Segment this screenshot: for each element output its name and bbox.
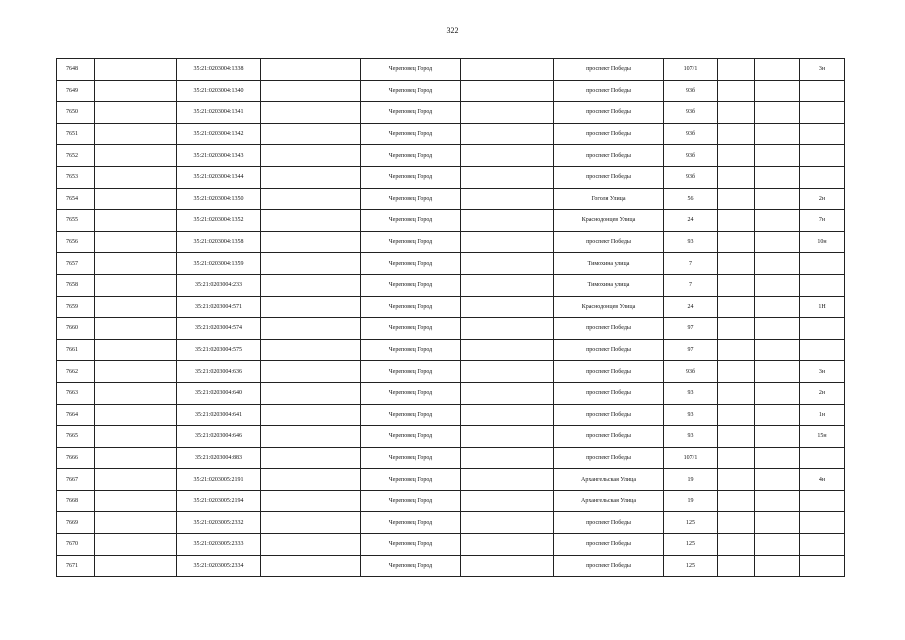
cell-row-number: 7664 (57, 404, 95, 426)
cell-street: проспект Победы (554, 361, 664, 383)
cell-empty (755, 231, 800, 253)
cell-street: Краснодонцев Улица (554, 296, 664, 318)
cell-cadastral-number: 35:21:0203005:2332 (177, 512, 261, 534)
cell-row-number: 7657 (57, 253, 95, 275)
cell-city: Череповец Город (361, 123, 461, 145)
cell-house-number: 93 (664, 231, 718, 253)
cell-premises (800, 80, 845, 102)
cell-empty (261, 555, 361, 577)
cell-empty (461, 123, 554, 145)
cell-empty (461, 404, 554, 426)
table-row (57, 512, 845, 534)
table-row (57, 253, 845, 275)
cell-street: проспект Победы (554, 512, 664, 534)
cell-empty (755, 253, 800, 275)
cell-premises (800, 534, 845, 556)
cell-street: проспект Победы (554, 555, 664, 577)
cell-empty (718, 404, 755, 426)
cell-cadastral-number: 35:21:0203004:571 (177, 296, 261, 318)
cell-empty (461, 361, 554, 383)
cell-empty (261, 102, 361, 124)
cell-city: Череповец Город (361, 339, 461, 361)
cell-cadastral-number: 35:21:0203004:1340 (177, 80, 261, 102)
cell-premises (800, 123, 845, 145)
cell-empty (718, 123, 755, 145)
page-number: 322 (446, 26, 459, 35)
cell-premises (800, 145, 845, 167)
cell-empty (95, 447, 177, 469)
cell-empty (718, 339, 755, 361)
cell-premises: 10н (800, 231, 845, 253)
cell-row-number: 7671 (57, 555, 95, 577)
cell-empty (755, 59, 800, 81)
cell-city: Череповец Город (361, 166, 461, 188)
cell-street: проспект Победы (554, 426, 664, 448)
cell-empty (718, 210, 755, 232)
cell-empty (461, 59, 554, 81)
table-row (57, 426, 845, 448)
cell-premises: 2н (800, 188, 845, 210)
cell-street: проспект Победы (554, 339, 664, 361)
cell-row-number: 7653 (57, 166, 95, 188)
cell-street: проспект Победы (554, 166, 664, 188)
cell-street: проспект Победы (554, 59, 664, 81)
cell-empty (261, 274, 361, 296)
cell-empty (718, 447, 755, 469)
cell-house-number: 93б (664, 166, 718, 188)
cell-house-number: 125 (664, 534, 718, 556)
cell-row-number: 7658 (57, 274, 95, 296)
cell-row-number: 7668 (57, 490, 95, 512)
cell-premises (800, 253, 845, 275)
cell-empty (461, 274, 554, 296)
cell-empty (461, 426, 554, 448)
table-row (57, 59, 845, 81)
cell-empty (755, 361, 800, 383)
cell-empty (755, 296, 800, 318)
cell-street: проспект Победы (554, 447, 664, 469)
cell-street: проспект Победы (554, 123, 664, 145)
cell-empty (461, 512, 554, 534)
cell-empty (461, 382, 554, 404)
cell-empty (95, 123, 177, 145)
cell-city: Череповец Город (361, 404, 461, 426)
cell-empty (461, 210, 554, 232)
cell-city: Череповец Город (361, 59, 461, 81)
cell-empty (718, 59, 755, 81)
table-row (57, 80, 845, 102)
cell-house-number: 107/1 (664, 447, 718, 469)
cell-cadastral-number: 35:21:0203004:1352 (177, 210, 261, 232)
cell-house-number: 125 (664, 512, 718, 534)
cell-empty (261, 59, 361, 81)
cell-empty (755, 382, 800, 404)
cell-empty (718, 469, 755, 491)
cell-cadastral-number: 35:21:0203004:1343 (177, 145, 261, 167)
cell-empty (95, 210, 177, 232)
cell-empty (95, 166, 177, 188)
cell-house-number: 107/1 (664, 59, 718, 81)
cell-empty (461, 534, 554, 556)
cell-street: проспект Победы (554, 80, 664, 102)
cell-house-number: 24 (664, 296, 718, 318)
cell-city: Череповец Город (361, 188, 461, 210)
cell-empty (718, 274, 755, 296)
cell-street: проспект Победы (554, 231, 664, 253)
cell-empty (95, 296, 177, 318)
cell-street: проспект Победы (554, 102, 664, 124)
cell-city: Череповец Город (361, 253, 461, 275)
cell-city: Череповец Город (361, 447, 461, 469)
cell-row-number: 7663 (57, 382, 95, 404)
cell-house-number: 7 (664, 274, 718, 296)
cell-empty (261, 145, 361, 167)
cell-empty (718, 145, 755, 167)
cell-city: Череповец Город (361, 231, 461, 253)
cell-house-number: 93б (664, 80, 718, 102)
cell-empty (461, 296, 554, 318)
cell-empty (95, 534, 177, 556)
cell-empty (718, 534, 755, 556)
cell-cadastral-number: 35:21:0203004:575 (177, 339, 261, 361)
cell-cadastral-number: 35:21:0203004:641 (177, 404, 261, 426)
cell-house-number: 7 (664, 253, 718, 275)
cell-premises (800, 555, 845, 577)
cell-street: проспект Победы (554, 318, 664, 340)
cell-empty (95, 469, 177, 491)
table-row (57, 123, 845, 145)
cell-cadastral-number: 35:21:0203005:2191 (177, 469, 261, 491)
cell-empty (755, 339, 800, 361)
cell-empty (261, 534, 361, 556)
cell-house-number: 19 (664, 490, 718, 512)
cell-empty (755, 145, 800, 167)
cell-empty (95, 145, 177, 167)
cell-empty (261, 253, 361, 275)
cell-row-number: 7652 (57, 145, 95, 167)
cell-empty (718, 555, 755, 577)
cell-cadastral-number: 35:21:0203004:1342 (177, 123, 261, 145)
table-row (57, 404, 845, 426)
cell-house-number: 93б (664, 123, 718, 145)
cell-premises (800, 512, 845, 534)
cell-empty (261, 80, 361, 102)
cell-row-number: 7667 (57, 469, 95, 491)
cell-row-number: 7659 (57, 296, 95, 318)
cell-cadastral-number: 35:21:0203004:646 (177, 426, 261, 448)
cell-cadastral-number: 35:21:0203004:1338 (177, 59, 261, 81)
cell-empty (718, 382, 755, 404)
cell-house-number: 93 (664, 382, 718, 404)
cell-empty (461, 231, 554, 253)
cell-empty (261, 512, 361, 534)
cell-house-number: 125 (664, 555, 718, 577)
table-row (57, 166, 845, 188)
cell-row-number: 7648 (57, 59, 95, 81)
cell-house-number: 56 (664, 188, 718, 210)
cell-empty (95, 361, 177, 383)
cell-empty (755, 188, 800, 210)
cell-empty (95, 382, 177, 404)
cell-cadastral-number: 35:21:0203004:1358 (177, 231, 261, 253)
cell-empty (718, 253, 755, 275)
cell-premises: 2н (800, 382, 845, 404)
registry-table-body (57, 59, 845, 577)
cell-empty (718, 231, 755, 253)
cell-city: Череповец Город (361, 555, 461, 577)
cell-empty (261, 490, 361, 512)
cell-cadastral-number: 35:21:0203004:640 (177, 382, 261, 404)
cell-row-number: 7655 (57, 210, 95, 232)
cell-empty (755, 274, 800, 296)
cell-empty (755, 210, 800, 232)
cell-street: Архангельская Улица (554, 490, 664, 512)
table-row (57, 339, 845, 361)
cell-empty (755, 447, 800, 469)
cell-row-number: 7654 (57, 188, 95, 210)
cell-empty (755, 166, 800, 188)
cell-street: Краснодонцев Улица (554, 210, 664, 232)
cell-city: Череповец Город (361, 296, 461, 318)
cell-empty (718, 490, 755, 512)
cell-row-number: 7670 (57, 534, 95, 556)
cell-premises: 7н (800, 210, 845, 232)
cell-city: Череповец Город (361, 426, 461, 448)
cell-empty (718, 318, 755, 340)
cell-empty (261, 404, 361, 426)
cell-cadastral-number: 35:21:0203005:2194 (177, 490, 261, 512)
registry-table (56, 58, 845, 577)
cell-empty (755, 318, 800, 340)
cell-premises: 3н (800, 59, 845, 81)
cell-empty (718, 361, 755, 383)
table-row (57, 188, 845, 210)
table-row (57, 469, 845, 491)
cell-empty (718, 80, 755, 102)
cell-row-number: 7666 (57, 447, 95, 469)
cell-empty (261, 382, 361, 404)
cell-premises (800, 339, 845, 361)
cell-cadastral-number: 35:21:0203004:1341 (177, 102, 261, 124)
cell-house-number: 93б (664, 361, 718, 383)
cell-empty (755, 469, 800, 491)
cell-empty (755, 490, 800, 512)
cell-empty (461, 447, 554, 469)
cell-premises (800, 102, 845, 124)
cell-empty (95, 59, 177, 81)
table-row (57, 231, 845, 253)
table-row (57, 102, 845, 124)
cell-empty (755, 80, 800, 102)
cell-empty (95, 426, 177, 448)
cell-premises (800, 490, 845, 512)
cell-row-number: 7665 (57, 426, 95, 448)
cell-city: Череповец Город (361, 469, 461, 491)
cell-empty (718, 166, 755, 188)
cell-premises: 3н (800, 361, 845, 383)
cell-street: Тимохина улица (554, 253, 664, 275)
cell-row-number: 7649 (57, 80, 95, 102)
cell-city: Череповец Город (361, 80, 461, 102)
cell-empty (461, 318, 554, 340)
cell-street: проспект Победы (554, 382, 664, 404)
cell-street: Гоголя Улица (554, 188, 664, 210)
cell-empty (95, 555, 177, 577)
cell-empty (95, 318, 177, 340)
cell-empty (461, 188, 554, 210)
cell-empty (461, 469, 554, 491)
cell-cadastral-number: 35:21:0203004:636 (177, 361, 261, 383)
cell-premises (800, 166, 845, 188)
cell-cadastral-number: 35:21:0203004:574 (177, 318, 261, 340)
table-row (57, 555, 845, 577)
cell-cadastral-number: 35:21:0203004:1344 (177, 166, 261, 188)
cell-empty (718, 426, 755, 448)
cell-street: проспект Победы (554, 145, 664, 167)
cell-empty (755, 123, 800, 145)
cell-empty (461, 555, 554, 577)
cell-city: Череповец Город (361, 490, 461, 512)
cell-city: Череповец Город (361, 512, 461, 534)
cell-empty (261, 166, 361, 188)
cell-empty (95, 339, 177, 361)
cell-premises: 15н (800, 426, 845, 448)
cell-empty (261, 188, 361, 210)
cell-empty (95, 102, 177, 124)
table-row (57, 274, 845, 296)
cell-empty (718, 188, 755, 210)
cell-empty (461, 339, 554, 361)
cell-premises: 1н (800, 404, 845, 426)
cell-empty (261, 447, 361, 469)
cell-empty (95, 404, 177, 426)
cell-row-number: 7656 (57, 231, 95, 253)
cell-empty (261, 339, 361, 361)
cell-premises: 1Н (800, 296, 845, 318)
cell-house-number: 93б (664, 102, 718, 124)
cell-row-number: 7660 (57, 318, 95, 340)
cell-house-number: 93 (664, 426, 718, 448)
cell-row-number: 7651 (57, 123, 95, 145)
cell-empty (95, 253, 177, 275)
cell-street: проспект Победы (554, 404, 664, 426)
table-row (57, 318, 845, 340)
cell-cadastral-number: 35:21:0203005:2334 (177, 555, 261, 577)
cell-empty (461, 145, 554, 167)
cell-street: Тимохина улица (554, 274, 664, 296)
cell-city: Череповец Город (361, 210, 461, 232)
table-row (57, 534, 845, 556)
cell-empty (261, 123, 361, 145)
cell-street: Архангельская Улица (554, 469, 664, 491)
cell-street: проспект Победы (554, 534, 664, 556)
cell-row-number: 7669 (57, 512, 95, 534)
cell-house-number: 19 (664, 469, 718, 491)
cell-empty (755, 534, 800, 556)
cell-empty (95, 231, 177, 253)
cell-premises (800, 447, 845, 469)
cell-cadastral-number: 35:21:0203004:1350 (177, 188, 261, 210)
cell-empty (755, 102, 800, 124)
cell-empty (461, 80, 554, 102)
cell-row-number: 7661 (57, 339, 95, 361)
cell-city: Череповец Город (361, 274, 461, 296)
cell-empty (755, 426, 800, 448)
cell-empty (755, 512, 800, 534)
cell-empty (755, 555, 800, 577)
cell-empty (261, 469, 361, 491)
cell-city: Череповец Город (361, 318, 461, 340)
cell-empty (461, 166, 554, 188)
cell-city: Череповец Город (361, 534, 461, 556)
cell-empty (461, 253, 554, 275)
cell-city: Череповец Город (361, 382, 461, 404)
table-row (57, 382, 845, 404)
cell-house-number: 97 (664, 318, 718, 340)
cell-empty (461, 490, 554, 512)
table-row (57, 210, 845, 232)
cell-city: Череповец Город (361, 102, 461, 124)
cell-empty (718, 512, 755, 534)
cell-empty (95, 512, 177, 534)
cell-city: Череповец Город (361, 361, 461, 383)
cell-empty (718, 296, 755, 318)
cell-empty (95, 80, 177, 102)
cell-row-number: 7662 (57, 361, 95, 383)
cell-row-number: 7650 (57, 102, 95, 124)
cell-empty (261, 231, 361, 253)
cell-empty (95, 490, 177, 512)
table-row (57, 490, 845, 512)
cell-city: Череповец Город (361, 145, 461, 167)
table-row (57, 361, 845, 383)
cell-empty (261, 426, 361, 448)
cell-cadastral-number: 35:21:0203004:233 (177, 274, 261, 296)
table-row (57, 296, 845, 318)
cell-cadastral-number: 35:21:0203005:2333 (177, 534, 261, 556)
cell-empty (95, 188, 177, 210)
cell-house-number: 24 (664, 210, 718, 232)
cell-empty (95, 274, 177, 296)
cell-house-number: 97 (664, 339, 718, 361)
cell-empty (261, 296, 361, 318)
cell-empty (261, 318, 361, 340)
cell-empty (718, 102, 755, 124)
cell-empty (261, 361, 361, 383)
table-row (57, 145, 845, 167)
cell-premises: 4н (800, 469, 845, 491)
cell-house-number: 93 (664, 404, 718, 426)
cell-premises (800, 274, 845, 296)
cell-premises (800, 318, 845, 340)
cell-empty (461, 102, 554, 124)
cell-house-number: 93б (664, 145, 718, 167)
cell-cadastral-number: 35:21:0203004:1359 (177, 253, 261, 275)
cell-cadastral-number: 35:21:0203004:883 (177, 447, 261, 469)
table-row (57, 447, 845, 469)
cell-empty (261, 210, 361, 232)
cell-empty (755, 404, 800, 426)
